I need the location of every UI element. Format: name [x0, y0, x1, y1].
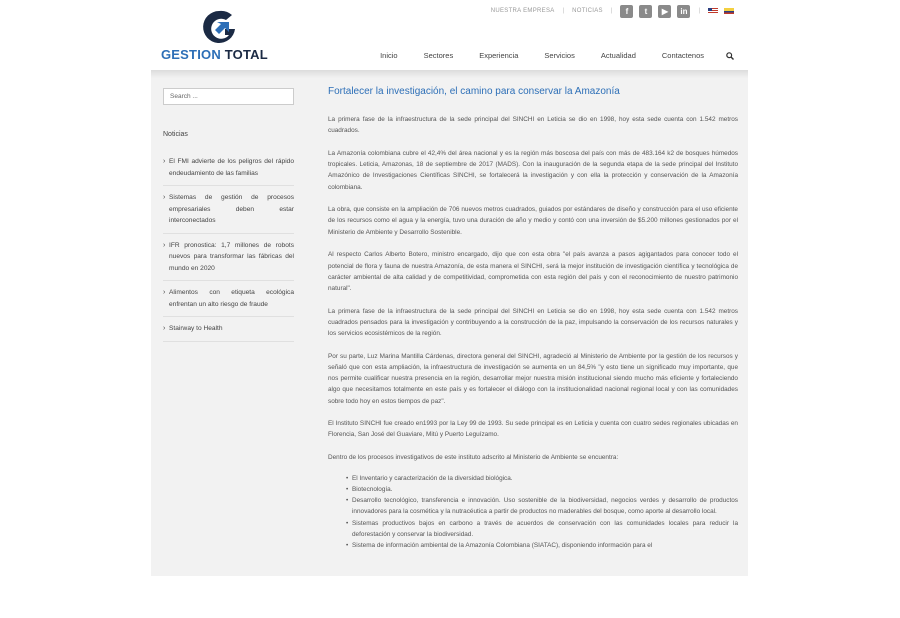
nav-actualidad[interactable]: Actualidad [600, 51, 636, 60]
article-bullet: • Sistemas productivos bajos en carbono a través de acuerdos de conservación con las comunidades locales para reducir la deforestación y conservar la biodiversidad. [346, 518, 738, 540]
article-paragraph: Por su parte, Luz Marina Mantilla Cárdenas, directora general del SINCHI, agradeció al Ministerio de Ambiente por la gestión de los recursos y señaló que con esta ampliación, la infraestructura de investigación se aumenta en un 84,5% "y esto tiene un significado muy importante, que nos permite cualificar nuestra presencia en la región, desarrollar mejor nuestra misión institucional siendo mucho más eficiente y fortaleciendo algo que necesitamos totalmente en este país y es fortalecer el diálogo con la institucionalidad nacional regional local y con las comunidades sobre todo hoy en estos tiempos de paz". [328, 352, 738, 405]
twitter-icon[interactable]: t [639, 5, 652, 18]
article-bullet: • Desarrollo tecnológico, transferencia e innovación. Uso sostenible de la biodiversidad, negocios verdes y desarrollo de productos innovadores para la cosmética y la nutracéutica a partir de productos no maderables del bosque, como aporte al desarrollo local. [346, 495, 738, 517]
sidebar [163, 88, 294, 342]
logo-word-2: TOTAL [224, 47, 268, 62]
sidebar-news-list [163, 150, 294, 342]
sidebar-news-item[interactable] [163, 281, 294, 317]
article-paragraph: Al respecto Carlos Alberto Botero, ministro encargado, dijo que con esta obra "el país avanza a pasos agigantados para conocer todo el potencial de flora y fauna de nuestra Amazonía, de esta manera el SINCHI, será la mejor institución de investigación científica y tecnológica de carácter ambiental de alta calidad y de competitividad, comprometida con esta región del país y con el reconocimiento de nuestro patrimonio natural". [328, 251, 738, 292]
logo-word-1: GESTION [161, 47, 221, 62]
article-title: Fortalecer la investigación, el camino para conservar la Amazonía [328, 86, 620, 97]
article-paragraph: Dentro de los procesos investigativos de este instituto adscrito al Ministerio de Ambiente se encuentra: [328, 454, 619, 462]
article-paragraph: La primera fase de la infraestructura de la sede principal del SINCHI en Leticia se dio en 1998, hoy esta sede cuenta con 1.542 metros cuadrados. [328, 116, 738, 135]
chevron-right-icon: › [163, 325, 166, 332]
chevron-right-icon: › [163, 194, 166, 201]
top-separator: | [610, 8, 613, 14]
site-header [151, 0, 748, 70]
search-icon[interactable] [726, 52, 734, 60]
article-paragraph: El Instituto SINCHI fue creado en1993 por la Ley 99 de 1993. Su sede principal es en Leticia y cuenta con cuatro sedes regionales ubicadas en Florencia, San José del Guaviare, Mitú y Puerto Leguízamo. [328, 420, 738, 439]
colombia-flag-icon[interactable] [724, 8, 734, 14]
main-nav [354, 51, 734, 60]
article-bullet-list [346, 473, 738, 551]
nav-servicios[interactable]: Servicios [544, 51, 575, 60]
link-noticias[interactable]: NOTICIAS [572, 8, 603, 14]
nav-contactenos[interactable]: Contactenos [661, 51, 704, 60]
sidebar-news-label: El FMI advierte de los peligros del rápido endeudamiento de las familias [169, 158, 294, 177]
article-paragraph: La obra, que consiste en la ampliación de 706 nuevos metros cuadrados, guiados por estándares de diseño y construcción para el uso eficiente de los recursos como el agua y la energía, tuvo una duración de año y medio y contó con una inversión de $5.200 millones gestionados por el Ministerio de Ambiente y Desarrollo Sostenible. [328, 206, 738, 236]
nav-inicio[interactable]: Inicio [380, 51, 398, 60]
logo-wordmark [161, 47, 268, 62]
sidebar-news-label: Stairway to Health [169, 325, 223, 332]
content-area [151, 70, 748, 576]
sidebar-search-input[interactable]: Search ... [163, 88, 294, 105]
sidebar-news-label: IFR pronostica: 1,7 millones de robots nuevos para transformar las fábricas del mundo en 2020 [169, 241, 294, 272]
sidebar-news-label: Sistemas de gestión de procesos empresariales deben estar interconectados [169, 194, 294, 224]
chevron-right-icon: › [163, 241, 166, 249]
chevron-right-icon: › [163, 289, 166, 296]
sidebar-heading: Noticias [163, 131, 188, 138]
article-bullet: • Sistema de información ambiental de la Amazonía Colombiana (SIATAC), disponiendo información para el [346, 540, 738, 551]
top-bar [491, 4, 734, 18]
chevron-right-icon: › [163, 158, 166, 165]
article [328, 86, 738, 551]
article-paragraph: La primera fase de la infraestructura de la sede principal del SINCHI en Leticia se dio en 1998, hoy esta sede cuenta con 1.542 metros cuadrados pensados para la investigación y contribuyendo a la construcción de la paz, impulsando la conservación de los recursos naturales y los servicios ecosistémicos de la región. [328, 307, 738, 338]
top-separator: | [698, 8, 700, 14]
article-bullet: • El Inventario y caracterización de la diversidad biológica. [346, 473, 738, 484]
youtube-icon[interactable]: ▶ [658, 5, 671, 18]
sidebar-news-item[interactable] [163, 317, 294, 342]
article-bullet: • Biotecnología. [346, 484, 738, 495]
sidebar-news-item[interactable] [163, 234, 294, 282]
logo-g-icon [199, 8, 239, 46]
us-flag-icon[interactable] [708, 8, 718, 14]
link-nuestra-empresa[interactable]: NUESTRA EMPRESA [490, 8, 555, 14]
header-shadow [151, 70, 748, 78]
nav-experiencia[interactable]: Experiencia [479, 51, 519, 60]
sidebar-news-label: Alimentos con etiqueta ecológica enfrentan un alto riesgo de fraude [169, 289, 294, 308]
facebook-icon[interactable]: f [620, 5, 633, 18]
sidebar-news-item[interactable] [163, 186, 294, 234]
article-paragraph: La Amazonía colombiana cubre el 42,4% del área nacional y es la región más boscosa del país con más de 483.164 k2 de bosques húmedos tropicales. Leticia, Amazonas, 18 de septiembre de 2017 (MADS). Con la inauguración de la segunda etapa de la sede principal del Instituto Amazónico de Investigaciones Científicas SINCHI, se fortalecerá la investigación y con ella la protección y conservación de la Amazonía colombiana. [328, 149, 738, 191]
nav-sectores[interactable]: Sectores [423, 51, 454, 60]
linkedin-icon[interactable]: in [677, 5, 690, 18]
site-logo[interactable] [161, 6, 281, 62]
sidebar-news-item[interactable] [163, 150, 294, 186]
top-separator: | [562, 8, 565, 14]
